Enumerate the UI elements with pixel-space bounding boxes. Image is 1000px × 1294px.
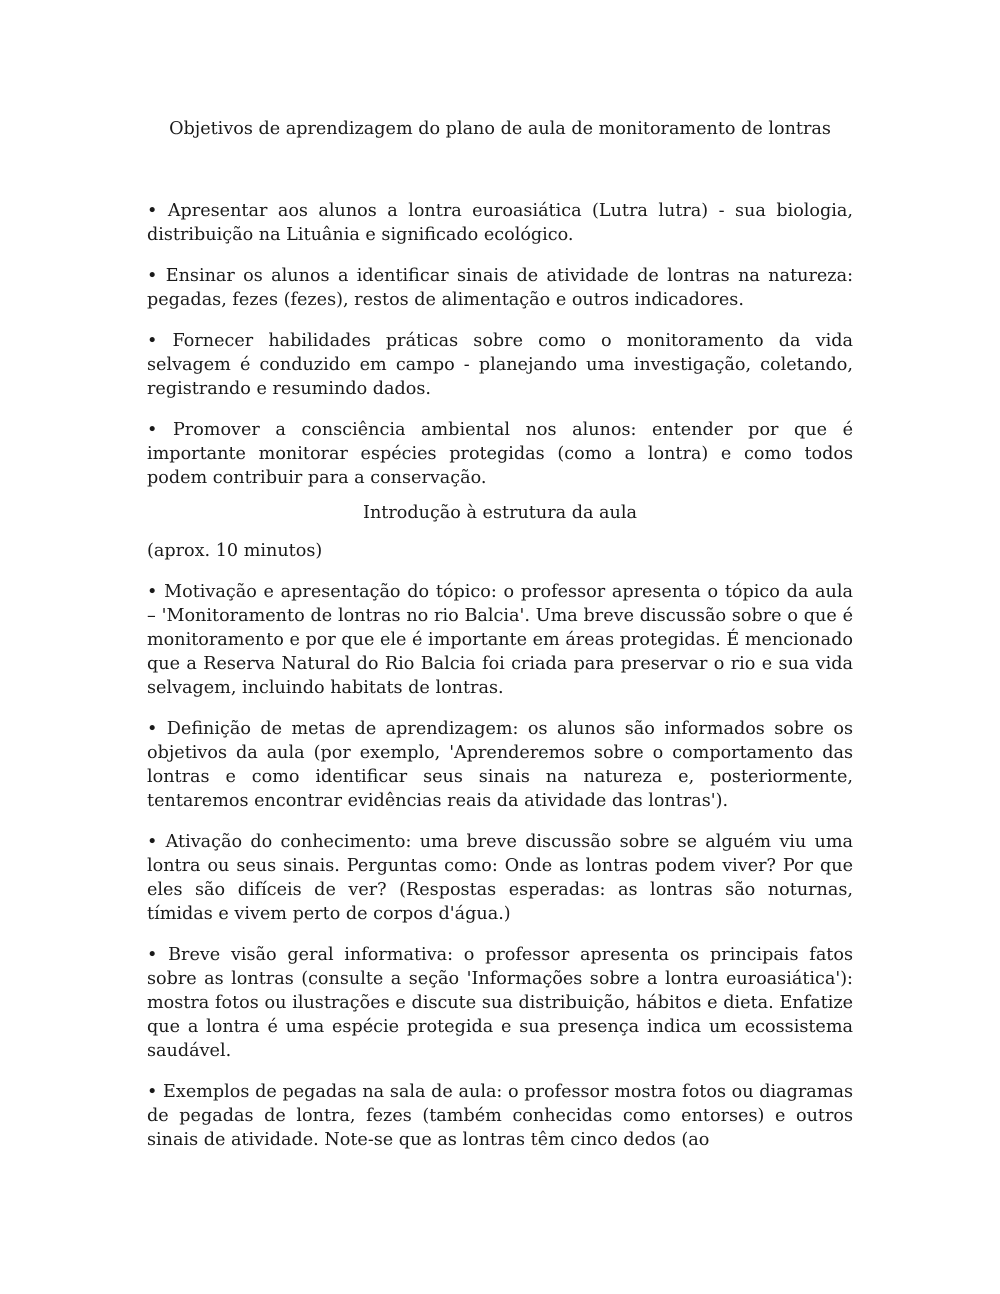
objective-item: • Promover a consciência ambiental nos alunos: entender por que é importante monitorar espécies protegidas (como a lontra) e como todos podem contribuir para a conservação. [147, 420, 853, 488]
document-title: Objetivos de aprendizagem do plano de aula de monitoramento de lontras [169, 119, 831, 139]
objective-item: • Fornecer habilidades práticas sobre como o monitoramento da vida selvagem é conduzido em campo - planejando uma investigação, coletando, registrando e resumindo dados. [147, 331, 853, 399]
intro-item: • Breve visão geral informativa: o professor apresenta os principais fatos sobre as lontras (consulte a seção 'Informações sobre a lontra euroasiática'): mostra fotos ou ilustrações e discute sua distribuição, hábitos e dieta. Enfatize que a lontra é uma espécie protegida e sua presença indica um ecossistema saudável. [147, 945, 853, 1061]
intro-items-list [147, 580, 853, 1152]
objective-item: • Apresentar aos alunos a lontra euroasiática (Lutra lutra) - sua biologia, distribuição na Lituânia e significado ecológico. [147, 201, 853, 245]
intro-item: • Definição de metas de aprendizagem: os alunos são informados sobre os objetivos da aula (por exemplo, 'Aprenderemos sobre o comportamento das lontras e como identificar seus sinais na natureza e, posteriormente, tentaremos encontrar evidências reais da atividade das lontras'). [147, 719, 853, 811]
objective-item: • Ensinar os alunos a identificar sinais de atividade de lontras na natureza: pegadas, fezes (fezes), restos de alimentação e outros indicadores. [147, 266, 853, 310]
document-page [147, 113, 853, 1169]
section-duration: (aprox. 10 minutos) [147, 541, 323, 561]
intro-item: • Ativação do conhecimento: uma breve discussão sobre se alguém viu uma lontra ou seus sinais. Perguntas como: Onde as lontras podem viver? Por que eles são difíceis de ver? (Respostas esperadas: as lontras são noturnas, tímidas e vivem perto de corpos d'água.) [147, 832, 853, 924]
intro-item: • Motivação e apresentação do tópico: o professor apresenta o tópico da aula – 'Monitoramento de lontras no rio Balcia'. Uma breve discussão sobre o que é monitoramento e por que ele é importante em áreas protegidas. É mencionado que a Reserva Natural do Rio Balcia foi criada para preservar o rio e sua vida selvagem, incluindo habitats de lontras. [147, 582, 853, 698]
objectives-list [147, 199, 853, 490]
section-heading: Introdução à estrutura da aula [363, 503, 637, 523]
intro-item: • Exemplos de pegadas na sala de aula: o professor mostra fotos ou diagramas de pegadas de lontra, fezes (também conhecidas como entorses) e outros sinais de atividade. Note-se que as lontras têm cinco dedos (ao [147, 1082, 853, 1150]
